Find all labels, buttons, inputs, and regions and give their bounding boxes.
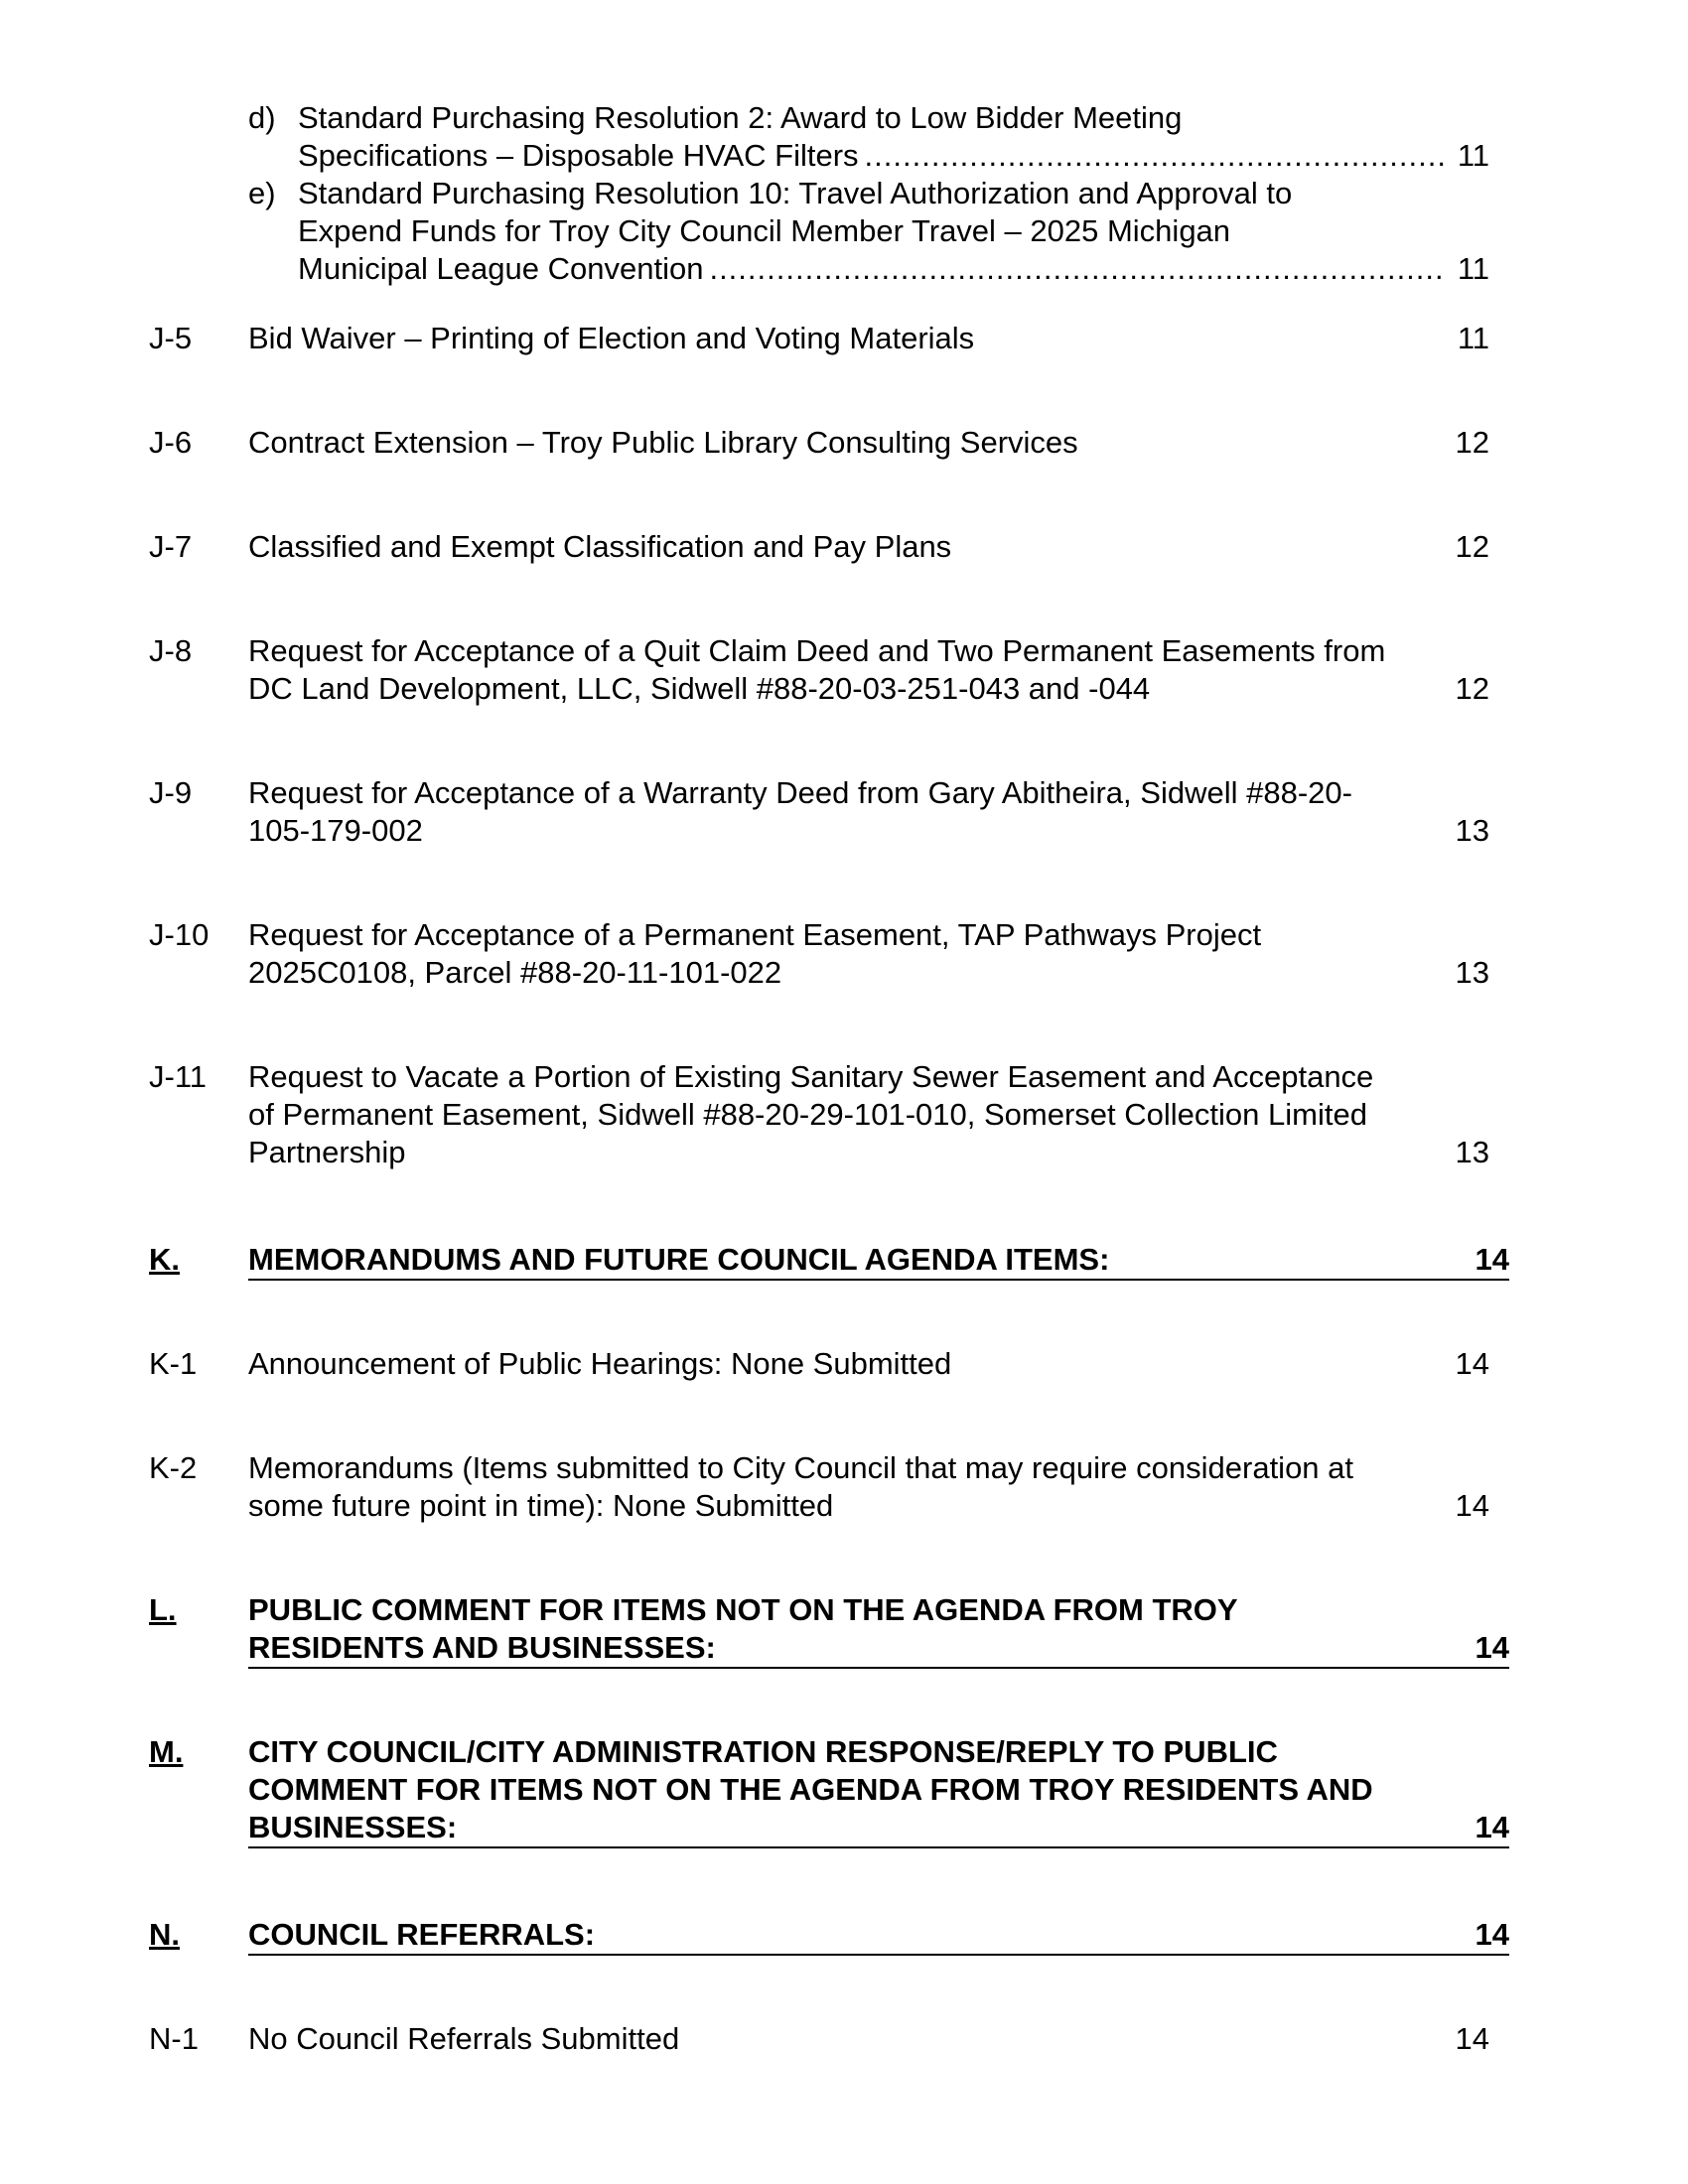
page-number: 11 bbox=[1457, 321, 1489, 355]
section-letter: L. bbox=[149, 1592, 177, 1627]
page-number: 14 bbox=[1455, 1346, 1489, 1381]
item-title: Request for Acceptance of a Quit Claim Deed and Two Permanent Easements from DC Land Development, LLC, Sidwell #88-20-03-251-043 and -044 bbox=[248, 633, 1386, 706]
page-number: 12 bbox=[1455, 529, 1489, 564]
item-title: No Council Referrals Submitted bbox=[248, 2021, 680, 2056]
sub-item-letter: d) bbox=[248, 100, 276, 135]
item-code: J-9 bbox=[149, 775, 193, 810]
agenda-item-j11 bbox=[149, 1058, 1509, 1171]
sub-item-list bbox=[248, 99, 1489, 288]
dot-leader bbox=[865, 137, 1444, 175]
page-number: 11 bbox=[1457, 251, 1489, 286]
page-number: 13 bbox=[1455, 955, 1489, 990]
item-title: Request to Vacate a Portion of Existing Sanitary Sewer Easement and Acceptance of Permanent Easement, Sidwell #88-20-29-101-010, Somerset Collection Limited Partnership bbox=[248, 1059, 1374, 1169]
sub-item-line: Standard Purchasing Resolution 10: Travel Authorization and Approval to bbox=[298, 176, 1293, 210]
sub-item-line-last: Municipal League Convention bbox=[298, 251, 704, 286]
item-code: N-1 bbox=[149, 2021, 199, 2056]
item-code: J-7 bbox=[149, 529, 193, 564]
page-number: 14 bbox=[1475, 1242, 1509, 1277]
sub-item-letter: e) bbox=[248, 176, 276, 210]
section-title: COUNCIL REFERRALS: bbox=[248, 1917, 596, 1952]
item-code: J-6 bbox=[149, 425, 193, 460]
section-k bbox=[149, 1241, 1509, 1281]
agenda-item-j8 bbox=[149, 632, 1509, 708]
section-title: MEMORANDUMS AND FUTURE COUNCIL AGENDA ITEMS: bbox=[248, 1242, 1110, 1277]
item-code: K-2 bbox=[149, 1450, 198, 1485]
agenda-item-n1 bbox=[149, 2020, 1509, 2058]
sub-item-line-last: Specifications – Disposable HVAC Filters bbox=[298, 138, 859, 173]
page-number: 11 bbox=[1457, 138, 1489, 173]
page-number: 14 bbox=[1475, 1630, 1509, 1665]
item-code: J-5 bbox=[149, 321, 193, 355]
page-number: 14 bbox=[1455, 1488, 1489, 1523]
agenda-item-j7 bbox=[149, 528, 1509, 566]
page-number: 14 bbox=[1455, 2021, 1489, 2056]
agenda-item-j10 bbox=[149, 916, 1509, 992]
item-title: Bid Waiver – Printing of Election and Voting Materials bbox=[248, 321, 975, 355]
item-title: Announcement of Public Hearings: None Submitted bbox=[248, 1346, 952, 1381]
agenda-item-k2 bbox=[149, 1449, 1509, 1525]
item-title: Classified and Exempt Classification and Pay Plans bbox=[248, 529, 952, 564]
sub-item-line: Expend Funds for Troy City Council Member Travel – 2025 Michigan bbox=[298, 213, 1231, 248]
sub-item-e bbox=[248, 175, 1489, 288]
agenda-item-j9 bbox=[149, 774, 1509, 850]
sub-item-line: Standard Purchasing Resolution 2: Award to Low Bidder Meeting bbox=[298, 100, 1183, 135]
page-number: 13 bbox=[1455, 1135, 1489, 1169]
section-m bbox=[149, 1733, 1509, 1848]
sub-item-d bbox=[248, 99, 1489, 175]
section-letter: K. bbox=[149, 1242, 180, 1277]
dot-leader bbox=[709, 250, 1444, 288]
page-number: 14 bbox=[1475, 1810, 1509, 1844]
agenda-item-j6 bbox=[149, 424, 1509, 462]
page-number: 14 bbox=[1475, 1917, 1509, 1952]
item-code: J-8 bbox=[149, 633, 193, 668]
section-n bbox=[149, 1916, 1509, 1956]
page-number: 13 bbox=[1455, 813, 1489, 848]
item-code: K-1 bbox=[149, 1346, 198, 1381]
section-letter: N. bbox=[149, 1917, 180, 1952]
item-title: Contract Extension – Troy Public Library Consulting Services bbox=[248, 425, 1078, 460]
item-code: J-10 bbox=[149, 917, 210, 952]
item-title: Request for Acceptance of a Permanent Easement, TAP Pathways Project 2025C0108, Parcel #88-20-11-101-022 bbox=[248, 917, 1262, 990]
page-number: 12 bbox=[1455, 425, 1489, 460]
section-letter: M. bbox=[149, 1734, 184, 1769]
item-title: Memorandums (Items submitted to City Council that may require consideration at some future point in time): None Submitted bbox=[248, 1450, 1354, 1523]
section-title: PUBLIC COMMENT FOR ITEMS NOT ON THE AGENDA FROM TROY RESIDENTS AND BUSINESSES: bbox=[248, 1592, 1237, 1665]
section-l bbox=[149, 1591, 1509, 1669]
agenda-item-j5 bbox=[149, 320, 1509, 357]
item-code: J-11 bbox=[149, 1059, 208, 1094]
section-title: CITY COUNCIL/CITY ADMINISTRATION RESPONSE/REPLY TO PUBLIC COMMENT FOR ITEMS NOT ON THE AGENDA FROM TROY RESIDENTS AND BUSINESSES: bbox=[248, 1734, 1373, 1844]
item-title: Request for Acceptance of a Warranty Deed from Gary Abitheira, Sidwell #88-20-105-179-002 bbox=[248, 775, 1352, 848]
page-number: 12 bbox=[1455, 671, 1489, 706]
agenda-item-k1 bbox=[149, 1345, 1509, 1383]
